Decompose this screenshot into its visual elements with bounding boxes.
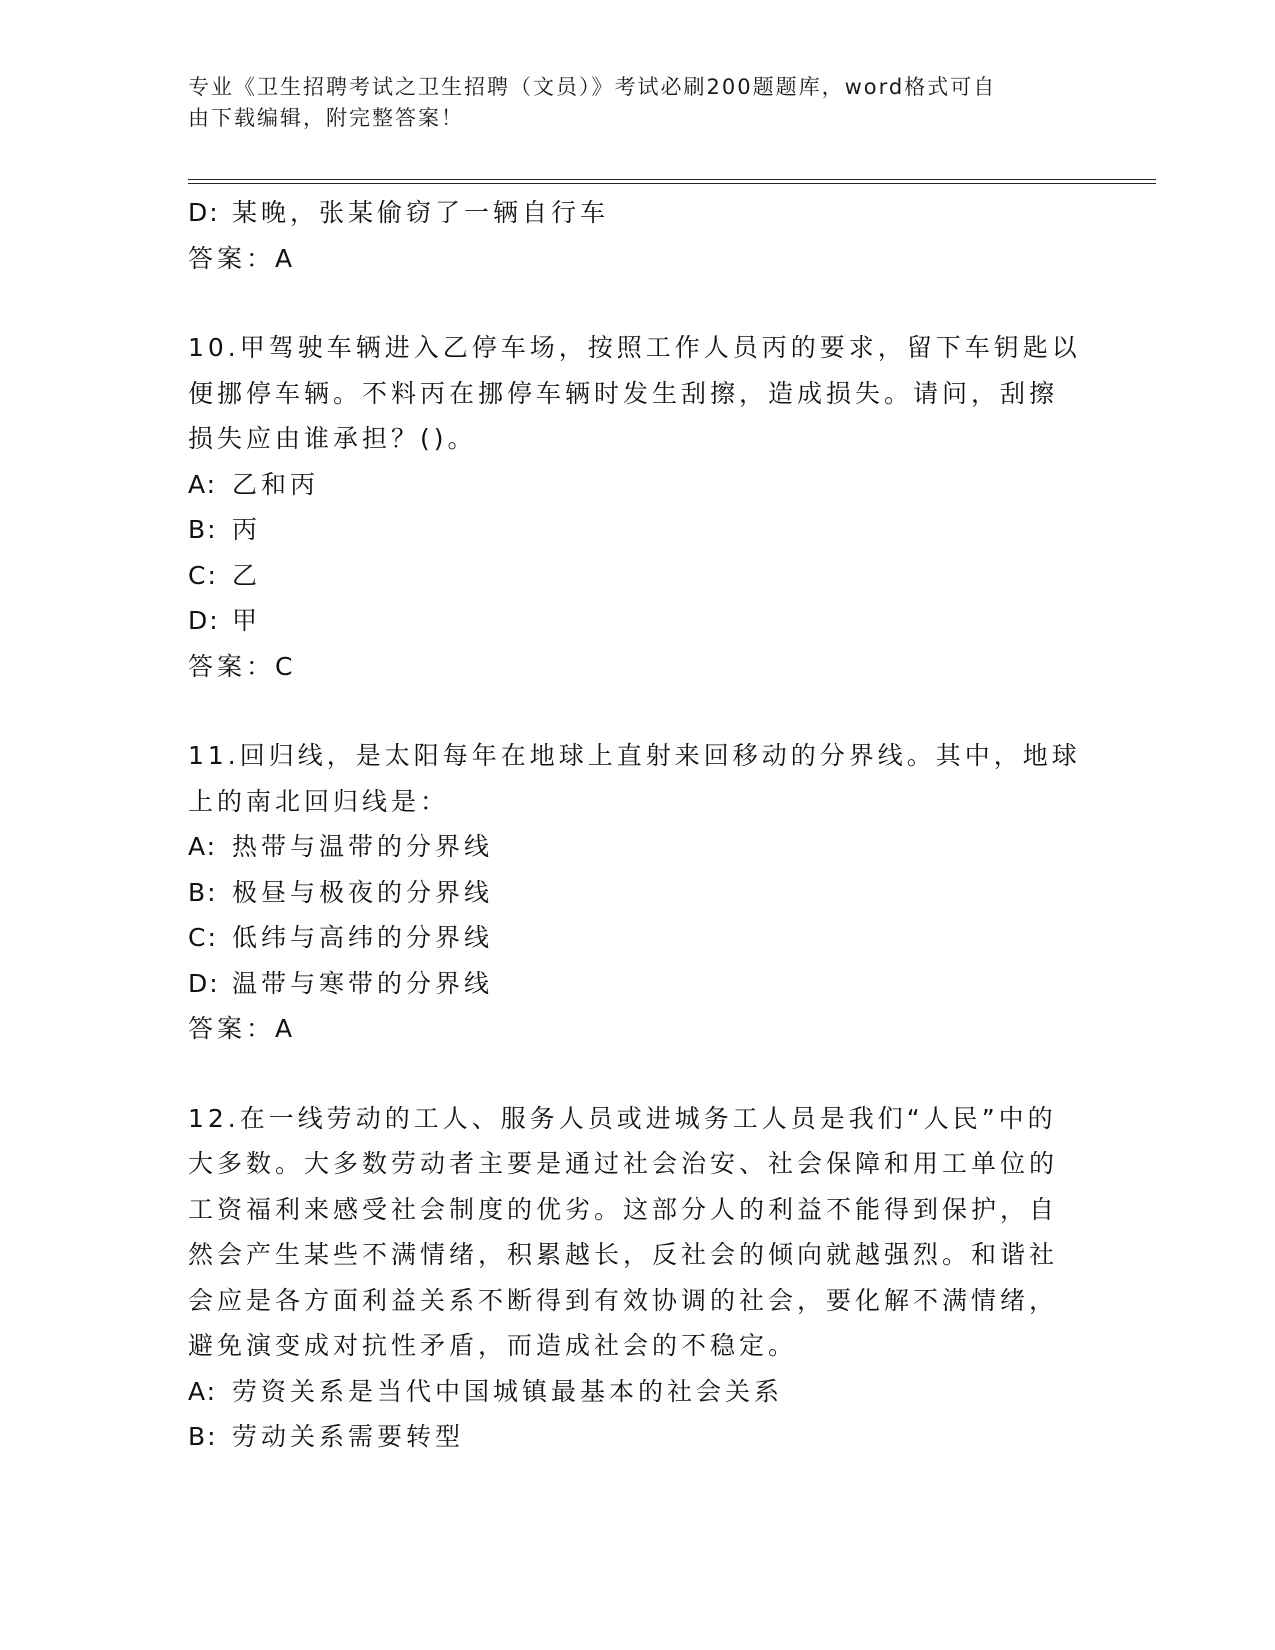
- question-11: [188, 733, 1088, 1052]
- option-key: B:: [188, 877, 218, 907]
- question-text-line: 会应是各方面利益关系不断得到有效协调的社会，要化解不满情绪，: [188, 1285, 1059, 1315]
- option-text: 某晚，张某偷窃了一辆自行车: [232, 198, 610, 227]
- option-b: [188, 1414, 1088, 1460]
- question-text-line: 避免演变成对抗性矛盾，而造成社会的不稳定。: [188, 1331, 798, 1360]
- question-12: [188, 1096, 1088, 1460]
- question-text-line: 损失应由谁承担？()。: [188, 424, 477, 453]
- option-key: D:: [188, 198, 220, 227]
- question-text-line: 上的南北回归线是：: [188, 786, 450, 816]
- option-d: [188, 190, 1088, 236]
- option-text: 劳资关系是当代中国城镇最基本的社会关系: [232, 1376, 784, 1406]
- header-line-1: 专业《卫生招聘考试之卫生招聘（文员）》考试必刷200题题库，word格式可自: [188, 75, 997, 99]
- option-text: 甲: [232, 606, 262, 635]
- question-content: [188, 190, 1088, 1460]
- option-b: [188, 870, 1088, 916]
- question-text-line: 便挪停车辆。不料丙在挪停车辆时发生刮擦，造成损失。请问，刮擦: [188, 378, 1059, 408]
- option-key: A:: [188, 832, 218, 861]
- option-key: D:: [188, 606, 220, 635]
- header-divider-top: [188, 179, 1156, 180]
- spacer: [188, 1052, 1088, 1096]
- option-a: [188, 462, 1088, 508]
- option-text: 乙: [232, 560, 262, 590]
- header-line-2: 由下载编辑，附完整答案！: [188, 106, 464, 130]
- option-key: C:: [188, 923, 218, 952]
- option-c: [188, 915, 1088, 961]
- option-text: 低纬与高纬的分界线: [232, 923, 494, 952]
- page-header: [188, 72, 1068, 134]
- option-text: 丙: [232, 515, 262, 544]
- option-text: 乙和丙: [232, 469, 320, 499]
- option-text: 热带与温带的分界线: [232, 832, 494, 861]
- option-text: 温带与寒带的分界线: [232, 968, 494, 998]
- option-key: B:: [188, 1422, 218, 1451]
- option-d: [188, 598, 1088, 644]
- answer-line: 答案：C: [188, 651, 297, 681]
- option-b: [188, 507, 1088, 553]
- spacer: [188, 689, 1088, 733]
- question-text-line: 工资福利来感受社会制度的优劣。这部分人的利益不能得到保护，自: [188, 1194, 1059, 1224]
- option-key: A:: [188, 469, 218, 499]
- option-key: D:: [188, 968, 220, 998]
- option-key: A:: [188, 1376, 218, 1406]
- option-a: [188, 824, 1088, 870]
- question-text-line: 10.甲驾驶车辆进入乙停车场，按照工作人员丙的要求，留下车钥匙以: [188, 333, 1081, 362]
- option-c: [188, 553, 1088, 599]
- question-text-line: 11.回归线，是太阳每年在地球上直射来回移动的分界线。其中，地球: [188, 741, 1081, 770]
- spacer: [188, 281, 1088, 325]
- question-text-line: 然会产生某些不满情绪，积累越长，反社会的倾向就越强烈。和谐社: [188, 1240, 1059, 1269]
- option-key: B:: [188, 515, 218, 544]
- option-text: 劳动关系需要转型: [232, 1422, 465, 1451]
- answer-line: 答案：A: [188, 1014, 297, 1043]
- header-divider-bottom: [188, 183, 1156, 184]
- question-10: [188, 325, 1088, 689]
- question-text-line: 12.在一线劳动的工人、服务人员或进城务工人员是我们“人民”中的: [188, 1103, 1057, 1133]
- answer-line: 答案：A: [188, 243, 297, 273]
- option-text: 极昼与极夜的分界线: [232, 877, 494, 907]
- question-text-line: 大多数。大多数劳动者主要是通过社会治安、社会保障和用工单位的: [188, 1149, 1059, 1178]
- option-a: [188, 1369, 1088, 1415]
- option-key: C:: [188, 560, 218, 590]
- option-d: [188, 961, 1088, 1007]
